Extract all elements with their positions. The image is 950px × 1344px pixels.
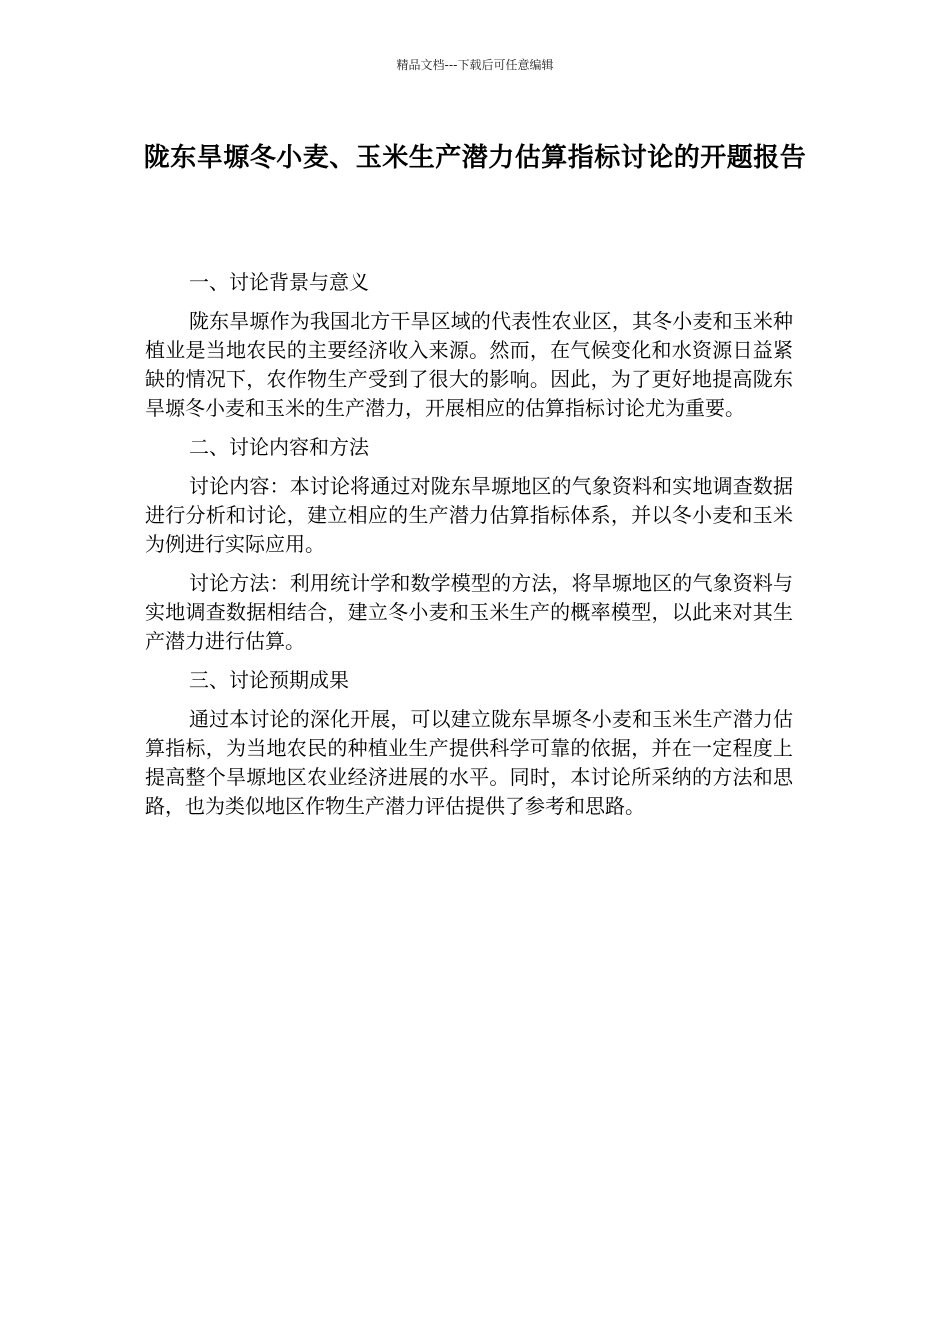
document-body bbox=[145, 268, 793, 831]
section-paragraph: 通过本讨论的深化开展，可以建立陇东旱塬冬小麦和玉米生产潜力估算指标，为当地农民的种植业生产提供科学可靠的依据，并在一定程度上提高整个旱塬地区农业经济进展的水平。同时，本讨论所采纳的方法和思路，也为类似地区作物生产潜力评估提供了参考和思路。 bbox=[145, 707, 793, 818]
section-heading: 三、讨论预期成果 bbox=[189, 668, 349, 692]
section-paragraph: 讨论方法：利用统计学和数学模型的方法，将旱塬地区的气象资料与实地调查数据相结合，建立冬小麦和玉米生产的概率模型，以此来对其生产潜力进行估算。 bbox=[145, 571, 793, 653]
section-heading: 二、讨论内容和方法 bbox=[189, 435, 369, 459]
section-expected-results bbox=[145, 666, 793, 821]
section-background bbox=[145, 268, 793, 423]
section-paragraph: 陇东旱塬作为我国北方干旱区域的代表性农业区，其冬小麦和玉米种植业是当地农民的主要经济收入来源。然而，在气候变化和水资源日益紧缺的情况下，农作物生产受到了很大的影响。因此，为了更好地提高陇东旱塬冬小麦和玉米的生产潜力，开展相应的估算指标讨论尤为重要。 bbox=[145, 309, 793, 420]
document-title: 陇东旱塬冬小麦、玉米生产潜力估算指标讨论的开题报告 bbox=[143, 143, 807, 173]
header-note: 精品文档---下载后可任意编辑 bbox=[396, 58, 554, 72]
section-content-method bbox=[145, 433, 793, 656]
section-paragraph: 讨论内容：本讨论将通过对陇东旱塬地区的气象资料和实地调查数据进行分析和讨论，建立相应的生产潜力估算指标体系，并以冬小麦和玉米为例进行实际应用。 bbox=[145, 474, 793, 556]
section-heading: 一、讨论背景与意义 bbox=[189, 270, 369, 294]
